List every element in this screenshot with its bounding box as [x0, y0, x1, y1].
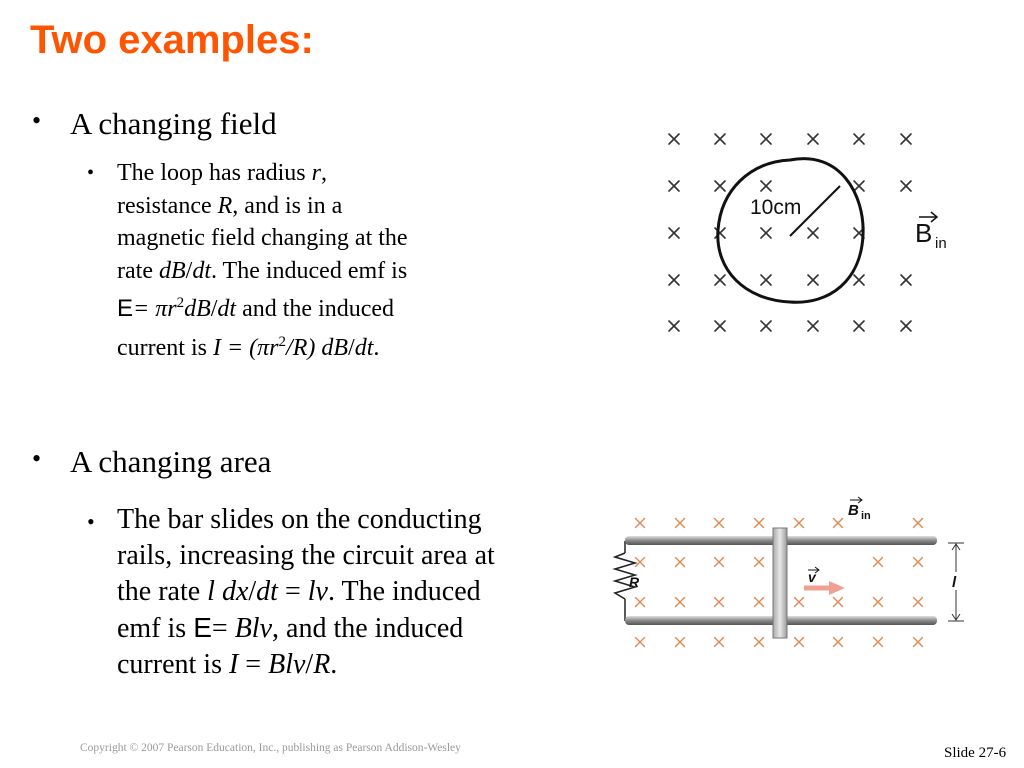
- emf-symbol: E: [117, 295, 134, 322]
- emf-symbol: E: [193, 612, 212, 643]
- text-line: the rate l dx/dt = lv. The induced: [117, 576, 481, 607]
- bullet-dot: •: [87, 509, 95, 534]
- sub-bullet-changing-field: [87, 157, 408, 364]
- bullet-text: A changing field: [70, 106, 277, 141]
- bullet-text: A changing area: [70, 444, 272, 479]
- field-label-2: [848, 497, 871, 522]
- svg-text:B: B: [915, 218, 933, 248]
- text-line: current is I = Blv/R.: [117, 649, 338, 680]
- field-label: [915, 212, 947, 252]
- text-line: The bar slides on the conducting: [117, 504, 482, 535]
- text-line: The loop has radius r,: [117, 160, 327, 186]
- svg-text:B: B: [848, 502, 859, 519]
- resistor-label: R: [629, 574, 640, 590]
- svg-text:v: v: [808, 569, 816, 585]
- bullet-dot: •: [32, 106, 42, 135]
- text-line: magnetic field changing at the: [117, 225, 408, 251]
- length-label: l: [952, 574, 957, 591]
- text-line: $E= \pi r^2dB/dt$ and the induced: [117, 295, 395, 322]
- sliding-bar: [773, 528, 787, 638]
- radius-label: 10cm: [750, 196, 802, 219]
- text-line: rails, increasing the circuit area at: [117, 540, 495, 571]
- bullet-changing-field: [32, 106, 277, 142]
- copyright-footer: Copyright © 2007 Pearson Education, Inc., publishing as Pearson Addison-Wesley: [80, 742, 461, 754]
- sliding-bar-figure: [595, 495, 975, 660]
- slide-number: Slide 27-6: [944, 745, 1007, 761]
- bullet-dot: •: [32, 444, 42, 473]
- sub-bullet-changing-area: [87, 502, 495, 683]
- text-line: rate dB/dt. The induced emf is: [117, 257, 408, 284]
- loop-field-figure: [650, 120, 970, 340]
- text-line: current is $I = (\pi r^2/R)$ dB/dt.: [117, 333, 380, 361]
- text-line: resistance R, and is in a: [117, 192, 343, 219]
- text-line: emf is E= Blv, and the induced: [117, 612, 464, 644]
- bullet-dot: •: [87, 162, 95, 184]
- velocity-label: [808, 567, 819, 585]
- loop-circle: [718, 159, 863, 303]
- bullet-changing-area: [32, 444, 272, 480]
- slide-title: Two examples:: [30, 18, 314, 62]
- svg-text:in: in: [861, 510, 871, 522]
- svg-text:in: in: [935, 235, 947, 252]
